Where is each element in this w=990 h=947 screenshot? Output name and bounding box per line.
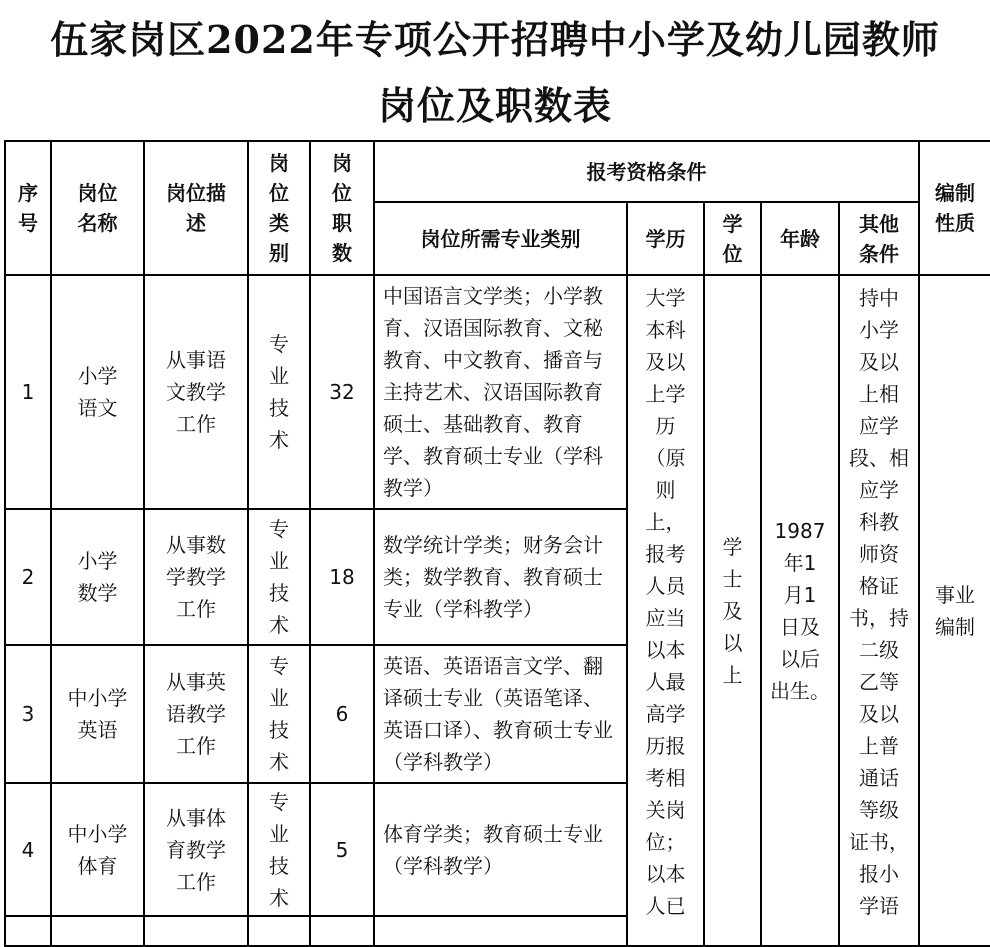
row-position-type: 专 业 技 术 (248, 275, 310, 509)
header-degree: 学 位 (704, 202, 761, 275)
row-position-desc: 从事数 学教学 工作 (144, 509, 248, 645)
header-seq: 序 号 (5, 141, 51, 275)
row-seq: 4 (5, 783, 51, 916)
row-major: 中国语言文学类；小学教育、汉语国际教育、文秘教育、中文教育、播音与主持艺术、汉语国际教育硕士、基础教育、教育学、教育硕士专业（学科教学） (374, 275, 627, 509)
other-requirements: 持中 小学 及以 上相 应学 段、相 应学 科教 师资 格证 书，持 二级 乙等 及以 上普 通话 等级 证书， 报小 学语 (839, 275, 919, 946)
degree-requirement: 学 士 及 以 上 (704, 275, 761, 946)
row-position-name: 小学 数学 (51, 509, 144, 645)
age-requirement: 1987 年1 月1 日及 以后 出生。 (761, 275, 839, 946)
header-qualifications: 报考资格条件 (374, 141, 919, 202)
row-position-desc: 从事英 语教学 工作 (144, 645, 248, 783)
row-position-type: 专 业 技 术 (248, 509, 310, 645)
staffing-nature: 事业 编制 (919, 275, 990, 946)
positions-table (4, 140, 990, 947)
education-requirement: 大学 本科 及以 上学 历 （原 则 上， 报考 人员 应当 以本 人最 高学 历报 考相 关岗 位； 以本 人已 (627, 275, 704, 946)
table-row (5, 275, 990, 509)
document-title: 伍家岗区2022年专项公开招聘中小学及幼儿园教师 (50, 17, 940, 62)
row-position-count: 6 (310, 645, 374, 783)
row-position-type: 专 业 技 术 (248, 645, 310, 783)
row-position-count: 5 (310, 783, 374, 916)
row-position-name: 中小学 体育 (51, 783, 144, 916)
row-major: 英语、英语语言文学、翻译硕士专业（英语笔译、英语口译）、教育硕士专业（学科教学） (374, 645, 627, 783)
header-count: 岗 位 职 数 (310, 141, 374, 275)
row-major: 体育学类；教育硕士专业（学科教学） (374, 783, 627, 916)
header-other: 其他 条件 (839, 202, 919, 275)
row-position-type: 专 业 技 术 (248, 783, 310, 916)
header-nature: 编制 性质 (919, 141, 990, 275)
row-seq: 1 (5, 275, 51, 509)
header-major: 岗位所需专业类别 (374, 202, 627, 275)
header-education: 学历 (627, 202, 704, 275)
row-position-count: 32 (310, 275, 374, 509)
row-position-count: 18 (310, 509, 374, 645)
document-subtitle: 岗位及职数表 (377, 83, 612, 128)
row-position-desc: 从事语 文教学 工作 (144, 275, 248, 509)
row-seq: 3 (5, 645, 51, 783)
row-position-name: 小学 语文 (51, 275, 144, 509)
header-type: 岗 位 类 别 (248, 141, 310, 275)
header-age: 年龄 (761, 202, 839, 275)
row-major: 数学统计学类；财务会计类；数学教育、教育硕士专业（学科教学） (374, 509, 627, 645)
header-desc: 岗位描 述 (144, 141, 248, 275)
row-seq: 2 (5, 509, 51, 645)
row-position-desc: 从事体 育教学 工作 (144, 783, 248, 916)
header-name: 岗位 名称 (51, 141, 144, 275)
row-position-name: 中小学 英语 (51, 645, 144, 783)
